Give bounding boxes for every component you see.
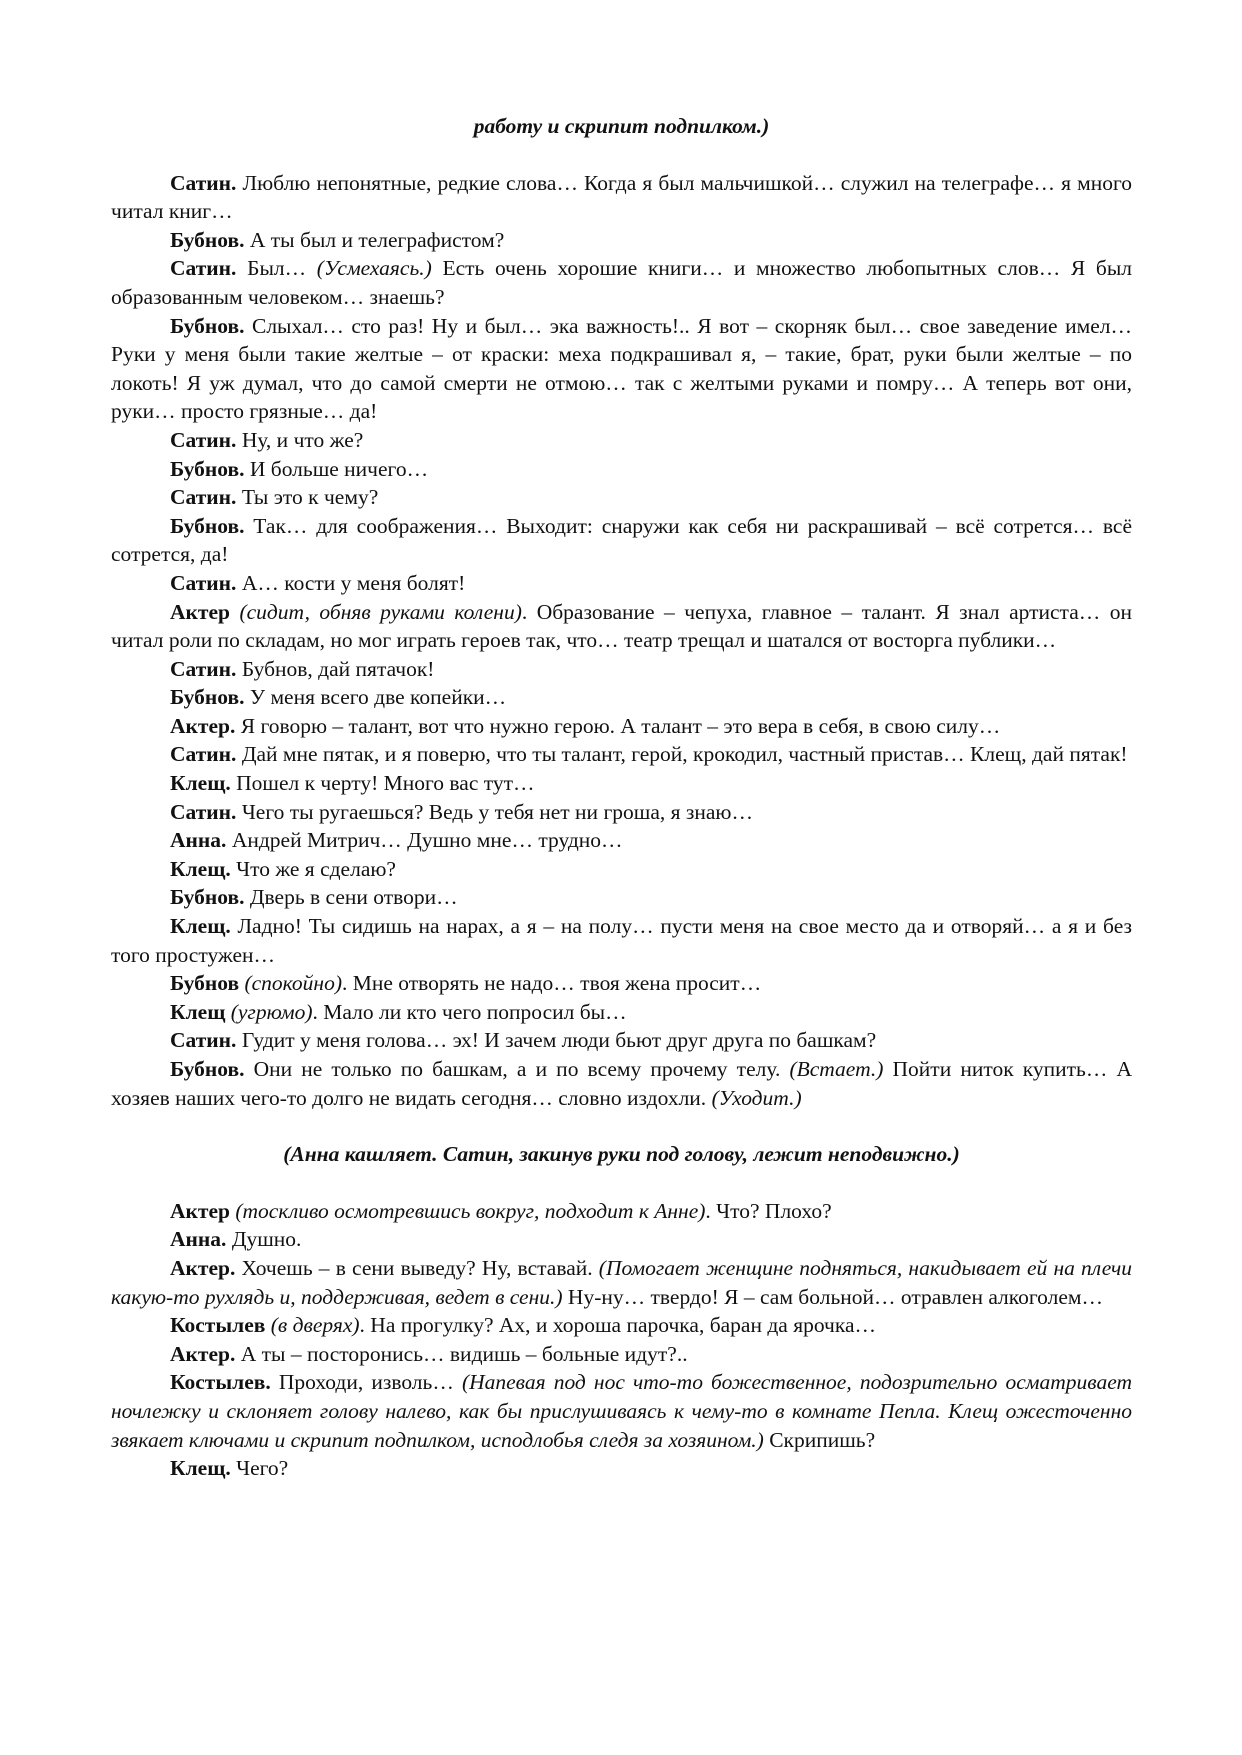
dialogue-line	[111, 912, 1132, 969]
dialogue-line	[111, 254, 1132, 311]
dialogue-line	[111, 1311, 1132, 1340]
line-text: Я говорю – талант, вот что нужно герою. А талант – это вера в себя, в свою силу…	[235, 713, 1001, 738]
speaker-name: Клещ.	[170, 856, 231, 881]
speaker-name: Бубнов.	[170, 456, 245, 481]
dialogue-line	[111, 455, 1132, 484]
dialogue-block-2	[111, 1197, 1132, 1483]
speaker-name: Бубнов.	[170, 513, 245, 538]
line-text: А ты – посторонись… видишь – больные идут?..	[235, 1341, 688, 1366]
line-text: . На прогулку? Ах, и хороша парочка, баран да ярочка…	[359, 1313, 877, 1338]
dialogue-line	[111, 598, 1132, 655]
stage-remark: (Уходит.)	[711, 1085, 802, 1110]
dialogue-line	[111, 512, 1132, 569]
line-text: Пойти ниток купить… А хозяев наших чего-то долго не видать сегодня… словно издохли.	[111, 1057, 1132, 1110]
line-text: . Мало ли кто чего попросил бы…	[312, 999, 627, 1024]
speaker-name: Сатин.	[170, 799, 237, 824]
line-text: Скрипишь?	[763, 1427, 876, 1452]
stage-remark: (тоскливо осмотревшись вокруг, подходит к Анне)	[235, 1198, 706, 1223]
speaker-name: Актер.	[170, 1255, 236, 1280]
speaker-name: Сатин.	[170, 256, 237, 281]
speaker-name: Актер	[170, 599, 230, 624]
dialogue-line	[111, 226, 1132, 255]
speaker-name: Бубнов.	[170, 685, 245, 710]
dialogue-line	[111, 1055, 1132, 1112]
line-text: Что же я сделаю?	[230, 856, 396, 881]
line-text: Был…	[236, 256, 317, 281]
line-text: Люблю непонятные, редкие слова… Когда я был мальчишкой… служил на телеграфе… я много читал книг…	[111, 170, 1132, 224]
dialogue-line	[111, 798, 1132, 827]
dialogue-line	[111, 998, 1132, 1027]
line-text: А ты был и телеграфистом?	[244, 227, 505, 252]
line-text: Гудит у меня голова… эх! И зачем люди бьют друг друга по башкам?	[236, 1028, 877, 1053]
speaker-name: Клещ.	[170, 914, 231, 939]
line-text: И больше ничего…	[244, 456, 429, 481]
dialogue-line	[111, 712, 1132, 741]
stage-remark: (Усмехаясь.)	[316, 256, 432, 281]
speaker-name: Бубнов.	[170, 313, 245, 338]
dialogue-line	[111, 1340, 1132, 1369]
speaker-name: Анна.	[170, 1227, 227, 1252]
dialogue-line	[111, 683, 1132, 712]
dialogue-line	[111, 769, 1132, 798]
dialogue-line	[111, 426, 1132, 455]
line-text: . Образование – чепуха, главное – талант. Я знал артиста… он читал роли по складам, но мог играть героев так, что… театр трещал и шатался от восторга публики…	[111, 599, 1132, 653]
dialogue-line	[111, 655, 1132, 684]
speaker-name: Сатин.	[170, 485, 237, 510]
stage-direction-top: работу и скрипит подпилком.)	[473, 114, 770, 138]
stage-remark: (сидит, обняв руками колени)	[239, 599, 522, 624]
dialogue-line	[111, 1225, 1132, 1254]
line-text: У меня всего две копейки…	[244, 685, 507, 710]
line-text: Ты это к чему?	[236, 485, 379, 510]
line-text: Ну, и что же?	[236, 427, 364, 452]
line-text: Андрей Митрич… Душно мне… трудно…	[226, 828, 623, 853]
line-text: Бубнов, дай пятачок!	[236, 656, 435, 681]
dialogue-line	[111, 169, 1132, 226]
stage-remark: (угрюмо)	[230, 999, 313, 1024]
line-text: Чего?	[230, 1456, 289, 1481]
speaker-name: Сатин.	[170, 427, 237, 452]
speaker-name: Сатин.	[170, 656, 237, 681]
speaker-name: Клещ	[170, 999, 226, 1024]
dialogue-line	[111, 883, 1132, 912]
speaker-name: Костылев	[170, 1313, 266, 1338]
line-text: Есть очень хорошие книги… и множество любопытных слов… Я был образованным человеком… знаешь?	[111, 256, 1132, 309]
line-text: Душно.	[226, 1227, 302, 1252]
speaker-name: Сатин.	[170, 170, 237, 195]
dialogue-line	[111, 1368, 1132, 1454]
speaker-name: Актер	[170, 1198, 230, 1223]
line-text: А… кости у меня болят!	[236, 570, 466, 595]
line-text: Ладно! Ты сидишь на нарах, а я – на полу… пусти меня на свое место да и отворяй… а я и без того простужен…	[111, 914, 1132, 967]
line-text: Ну-ну… твердо! Я – сам больной… отравлен алкоголем…	[562, 1284, 1104, 1309]
speaker-name: Клещ.	[170, 1456, 231, 1481]
dialogue-line	[111, 969, 1132, 998]
dialogue-block-1	[111, 169, 1132, 1113]
dialogue-line	[111, 1026, 1132, 1055]
stage-direction-mid: (Анна кашляет. Сатин, закинув руки под голову, лежит неподвижно.)	[283, 1142, 960, 1167]
speaker-name: Сатин.	[170, 570, 237, 595]
speaker-name: Бубнов.	[170, 1057, 245, 1081]
dialogue-line	[111, 1454, 1132, 1483]
stage-remark: (Напевая под нос что-то божественное, подозрительно осматривает ночлежку и склоняет голову налево, как бы прислушиваясь к чему-то в комнате Пепла. Клещ ожесточенно звякает ключами и скрипит подпилком, исподлобья следя за хозяином.)	[111, 1370, 1132, 1452]
line-text: Дай мне пятак, и я поверю, что ты талант, герой, крокодил, частный пристав… Клещ, дай пятак!	[236, 742, 1128, 767]
speaker-name: Сатин.	[170, 1028, 237, 1053]
speaker-name: Бубнов	[170, 971, 240, 996]
stage-remark: (Помогает женщине подняться, накидывает ей на плечи какую-то рухлядь и, поддерживая, ведет в сени.)	[111, 1255, 1132, 1309]
speaker-name: Бубнов.	[170, 885, 245, 910]
line-text: Слыхал… сто раз! Ну и был… эка важность!.. Я вот – скорняк был… свое заведение имел… Руки у меня были такие желтые – от краски: меха подкрашивал я, – такие, брат, руки были желтые – по локоть! Я уж думал, что до самой смерти не отмою… так с желтыми руками и помру… А теперь вот они, руки… просто грязные… да!	[111, 313, 1132, 424]
stage-remark: (Встает.)	[789, 1057, 884, 1081]
line-text: Так… для соображения… Выходит: снаружи как себя ни раскрашивай – всё сотрется… всё сотрется, да!	[111, 513, 1132, 567]
line-text: . Что? Плохо?	[705, 1198, 832, 1223]
dialogue-line	[111, 1197, 1132, 1226]
speaker-name: Актер.	[170, 1341, 236, 1366]
line-text: Проходи, изволь…	[270, 1370, 462, 1395]
dialogue-line	[111, 569, 1132, 598]
speaker-name: Анна.	[170, 828, 227, 853]
line-text: Чего ты ругаешься? Ведь у тебя нет ни гроша, я знаю…	[236, 799, 753, 824]
dialogue-line	[111, 826, 1132, 855]
speaker-name: Сатин.	[170, 742, 237, 767]
dialogue-line	[111, 1254, 1132, 1311]
stage-remark: (в дверях)	[270, 1313, 360, 1338]
dialogue-line	[111, 483, 1132, 512]
speaker-name: Костылев.	[170, 1370, 271, 1395]
line-text: . Мне отворять не надо… твоя жена просит…	[342, 971, 762, 996]
speaker-name: Бубнов.	[170, 227, 245, 252]
speaker-name: Актер.	[170, 713, 236, 738]
dialogue-line	[111, 312, 1132, 426]
dialogue-line	[111, 855, 1132, 884]
dialogue-line	[111, 740, 1132, 769]
stage-remark: (спокойно)	[244, 971, 343, 996]
line-text: Дверь в сени отвори…	[244, 885, 458, 910]
speaker-name: Клещ.	[170, 771, 231, 796]
line-text: Пошел к черту! Много вас тут…	[230, 771, 535, 796]
line-text: Они не только по башкам, а и по всему прочему телу.	[244, 1057, 790, 1081]
line-text: Хочешь – в сени выведу? Ну, вставай.	[235, 1255, 599, 1280]
